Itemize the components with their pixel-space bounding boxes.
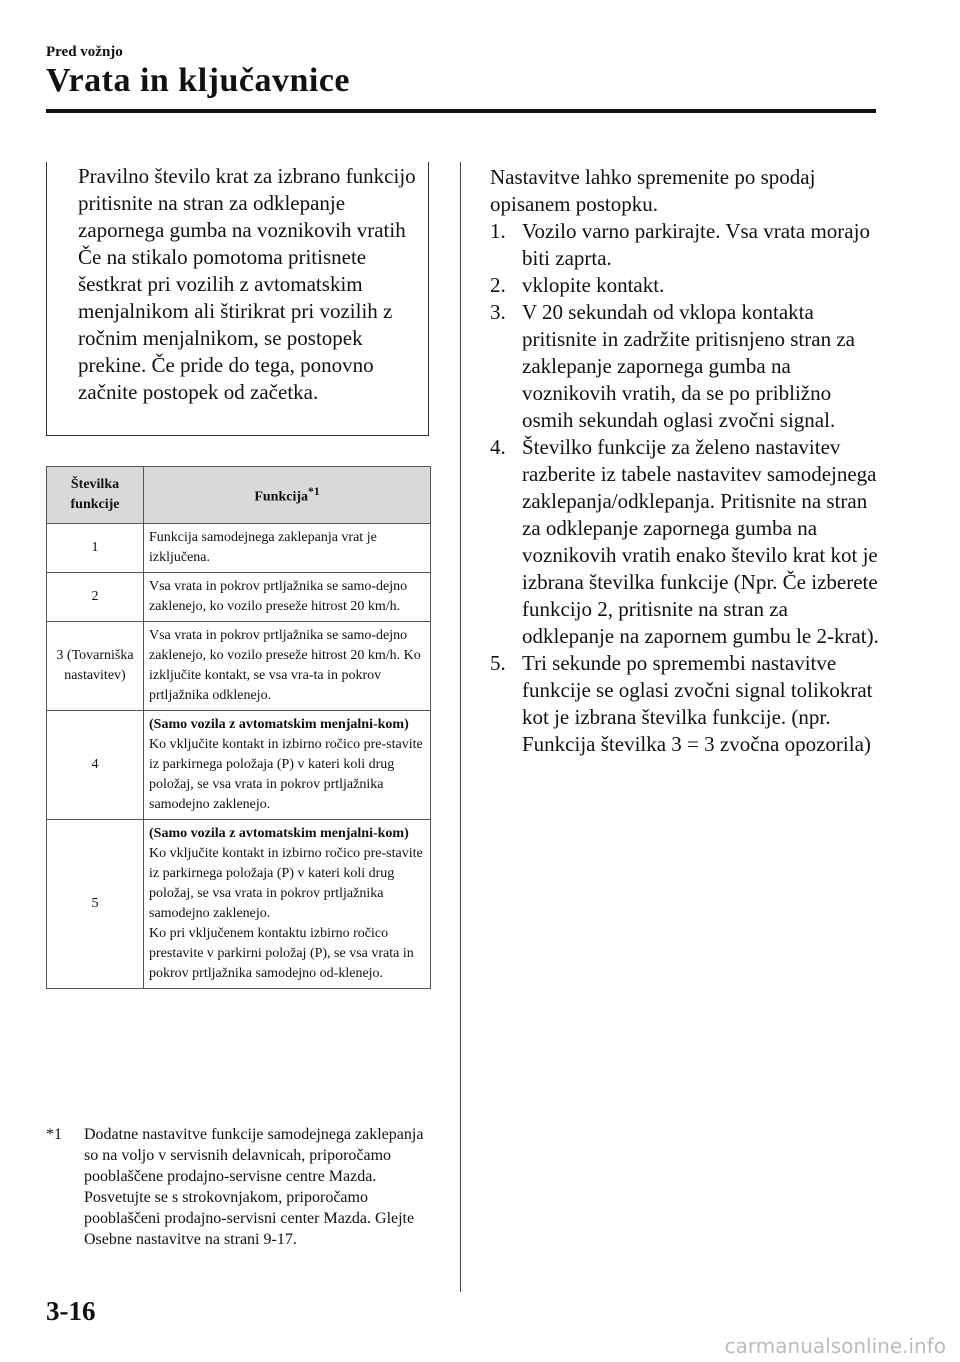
table-row <box>47 622 431 711</box>
note-text: Pravilno število krat za izbrano funkcijo pritisnite na stran za odklepanje zapornega gumba na voznikovih vratih Če na stikalo pomotoma pritisnete šestkrat pri vozilih z avtomatskim menjalnikom ali štirikrat pri vozilih z ročnim menjalnikom, se postopek prekine. Če pride do tega, ponovno začnite postopek od začetka. <box>78 164 416 404</box>
function-description <box>144 524 431 573</box>
function-number: 5 <box>47 820 144 989</box>
chapter-title: Vrata in ključavnice <box>46 62 351 99</box>
function-number: 2 <box>47 573 144 622</box>
footnote <box>46 1124 431 1250</box>
list-item <box>490 299 880 434</box>
list-item <box>490 650 880 758</box>
step-number: 1. <box>490 219 506 243</box>
table-header-row <box>47 467 431 524</box>
description-text: Vsa vrata in pokrov prtljažnika se samo-dejno zaklenejo, ko vozilo preseže hitrost 20 km/h. Ko izključite kontakt, se vsa vra-ta in pokrov prtljažnika odklenejo. <box>149 628 421 703</box>
title-rule <box>46 109 876 113</box>
step-number: 3. <box>490 300 506 324</box>
step-text: Številko funkcije za želeno nastavitev razberite iz tabele nastavitev samodejnega zaklepanja/odklepanja. Pritisnite na stran za odklepanje zapornega gumba na voznikovih vratih enako število krat kot je izbrana številka funkcije (Npr. Če izberete funkcijo 2, pritisnite na stran za odklepanje na zapornem gumbu le 2-krat). <box>522 435 879 648</box>
step-number: 4. <box>490 435 506 459</box>
description-text: Ko vključite kontakt in izbirno ročico pre-stavite iz parkirnega položaja (P) v kateri koli drug položaj, se vsa vrata in pokrov prtljažnika samodejno zaklenejo. <box>149 737 423 812</box>
footnote-ref: *1 <box>308 485 320 499</box>
footnote-text: Dodatne nastavitve funkcije samodejnega zaklepanja so na voljo v servisnih delavnicah, priporočamo pooblaščene prodajno-servisne centre Mazda. Posvetujte se s strokovnjakom, priporočamo pooblaščeni prodajno-servisni center Mazda. Glejte Osebne nastavitve na strani 9-17. <box>84 1126 424 1248</box>
list-item <box>490 218 880 272</box>
description-condition: (Samo vozila z avtomatskim menjalni-kom) <box>149 717 409 732</box>
step-text: Vozilo varno parkirajte. Vsa vrata morajo biti zaprta. <box>522 219 870 270</box>
table-row <box>47 820 431 989</box>
function-table <box>46 466 431 989</box>
header-function-label: Funkcija <box>254 489 309 505</box>
footnote-mark: *1 <box>46 1126 62 1143</box>
watermark: carmanualsonline.info <box>724 1334 946 1358</box>
function-number: 4 <box>47 711 144 820</box>
step-text: vklopite kontakt. <box>522 273 665 297</box>
header-function <box>144 467 431 524</box>
step-number: 5. <box>490 651 506 675</box>
step-number: 2. <box>490 273 506 297</box>
table-row <box>47 573 431 622</box>
section-label: Pred vožnjo <box>46 44 123 60</box>
description-text: Vsa vrata in pokrov prtljažnika se samo-dejno zaklenejo, ko vozilo preseže hitrost 20 km/h. <box>149 579 408 614</box>
table-row <box>47 711 431 820</box>
page-number: 3-16 <box>46 1296 96 1326</box>
description-text: Funkcija samodejnega zaklepanja vrat je izključena. <box>149 530 377 565</box>
procedure-steps <box>490 218 880 758</box>
function-description <box>144 573 431 622</box>
function-description <box>144 622 431 711</box>
step-text: V 20 sekundah od vklopa kontakta pritisnite in zadržite pritisnjeno stran za zaklepanje zapornega gumba na voznikovih vratih, da se po približno osmih sekundah oglasi zvočni signal. <box>522 300 855 432</box>
column-divider <box>460 162 461 1292</box>
step-text: Tri sekunde po spremembi nastavitve funkcije se oglasi zvočni signal tolikokrat kot je izbrana številka funkcije. (npr. Funkcija številka 3 = 3 zvočna opozorila) <box>522 651 873 756</box>
function-description <box>144 820 431 989</box>
description-text-extra: Ko pri vključenem kontaktu izbirno ročico prestavite v parkirni položaj (P), se vsa vrata in pokrov prtljažnika samodejno od-klenejo. <box>149 926 414 981</box>
function-description <box>144 711 431 820</box>
table-row <box>47 524 431 573</box>
function-number: 3 (Tovarniška nastavitev) <box>47 622 144 711</box>
list-item <box>490 272 880 299</box>
header-function-number: Številka funkcije <box>47 467 144 524</box>
procedure-column <box>490 164 880 758</box>
description-text: Ko vključite kontakt in izbirno ročico pre-stavite iz parkirnega položaja (P) v kateri koli drug položaj, se vsa vrata in pokrov prtljažnika samodejno zaklenejo. <box>149 846 423 921</box>
procedure-intro: Nastavitve lahko spremenite po spodaj opisanem postopku. <box>490 165 816 216</box>
function-number: 1 <box>47 524 144 573</box>
list-item <box>490 434 880 650</box>
description-condition: (Samo vozila z avtomatskim menjalni-kom) <box>149 826 409 841</box>
